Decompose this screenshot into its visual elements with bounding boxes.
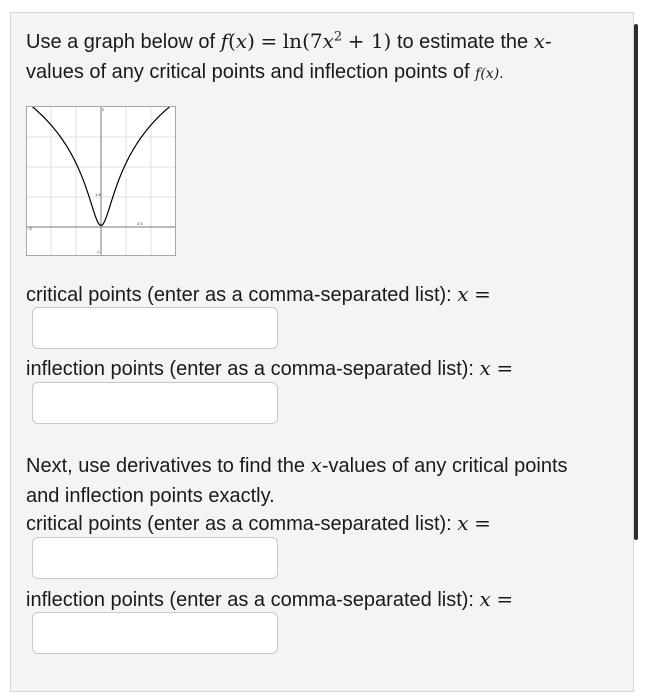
exponent: 2 (333, 29, 343, 45)
var-x: x (235, 29, 248, 53)
label-text: critical points (enter as a comma-separated list): (26, 284, 452, 306)
label-estimate-critical (26, 282, 491, 307)
estimate-inflection-input[interactable] (32, 382, 278, 424)
instruction-text: and inflection points exactly. (26, 485, 275, 507)
question-part3: - (544, 31, 552, 53)
label-text: inflection points (enter as a comma-separated list): (26, 358, 474, 380)
ln-label: ln (282, 29, 303, 53)
estimate-critical-input[interactable] (32, 307, 278, 349)
label-text: critical points (enter as a comma-separated list): (26, 513, 452, 535)
paren: ) (247, 29, 255, 53)
tick-label-y-mid: 1.5 (95, 192, 101, 197)
graph-canvas (27, 107, 175, 255)
question-line2: values of any critical points and inflection points of (26, 61, 470, 83)
var-x: x (322, 29, 334, 53)
tick-label-y-bottom: -1 (96, 249, 100, 254)
equals-sign: = (474, 511, 491, 535)
question-text (26, 26, 616, 89)
function-f: f (220, 29, 228, 53)
var-x: x (533, 29, 545, 53)
var-x: x (479, 587, 491, 611)
label-estimate-inflection (26, 356, 513, 381)
tick-label-x-right: 2.5 (137, 221, 143, 226)
exact-instructions (26, 450, 626, 511)
exact-critical-input[interactable] (32, 537, 278, 579)
equals-sign: = (260, 29, 278, 53)
exact-inflection-input[interactable] (32, 612, 278, 654)
question-part2: to estimate the (396, 31, 529, 53)
paren: ( (227, 29, 236, 53)
var-x: x (479, 356, 491, 380)
equals-sign: = (474, 282, 491, 306)
function-graph (26, 106, 176, 256)
instruction-text: -values of any critical points (321, 455, 568, 477)
plus-one: + 1) (347, 29, 392, 53)
var-x: x (457, 282, 469, 306)
tick-label-y-top: 2 (102, 107, 105, 112)
equals-sign: = (496, 587, 514, 611)
scrollbar[interactable] (634, 24, 638, 540)
label-text: inflection points (enter as a comma-separated list): (26, 589, 474, 611)
tick-label-x-left: -3 (28, 226, 32, 231)
var-x: x (310, 453, 322, 477)
instruction-text: Next, use derivatives to find the (26, 455, 306, 477)
label-exact-critical (26, 511, 491, 536)
var-x: x (457, 511, 469, 535)
label-exact-inflection (26, 587, 513, 612)
paren: (7 (302, 29, 323, 53)
question-part1: Use a graph below of (26, 31, 216, 53)
function-ref: f(x). (475, 66, 504, 82)
equals-sign: = (496, 356, 514, 380)
